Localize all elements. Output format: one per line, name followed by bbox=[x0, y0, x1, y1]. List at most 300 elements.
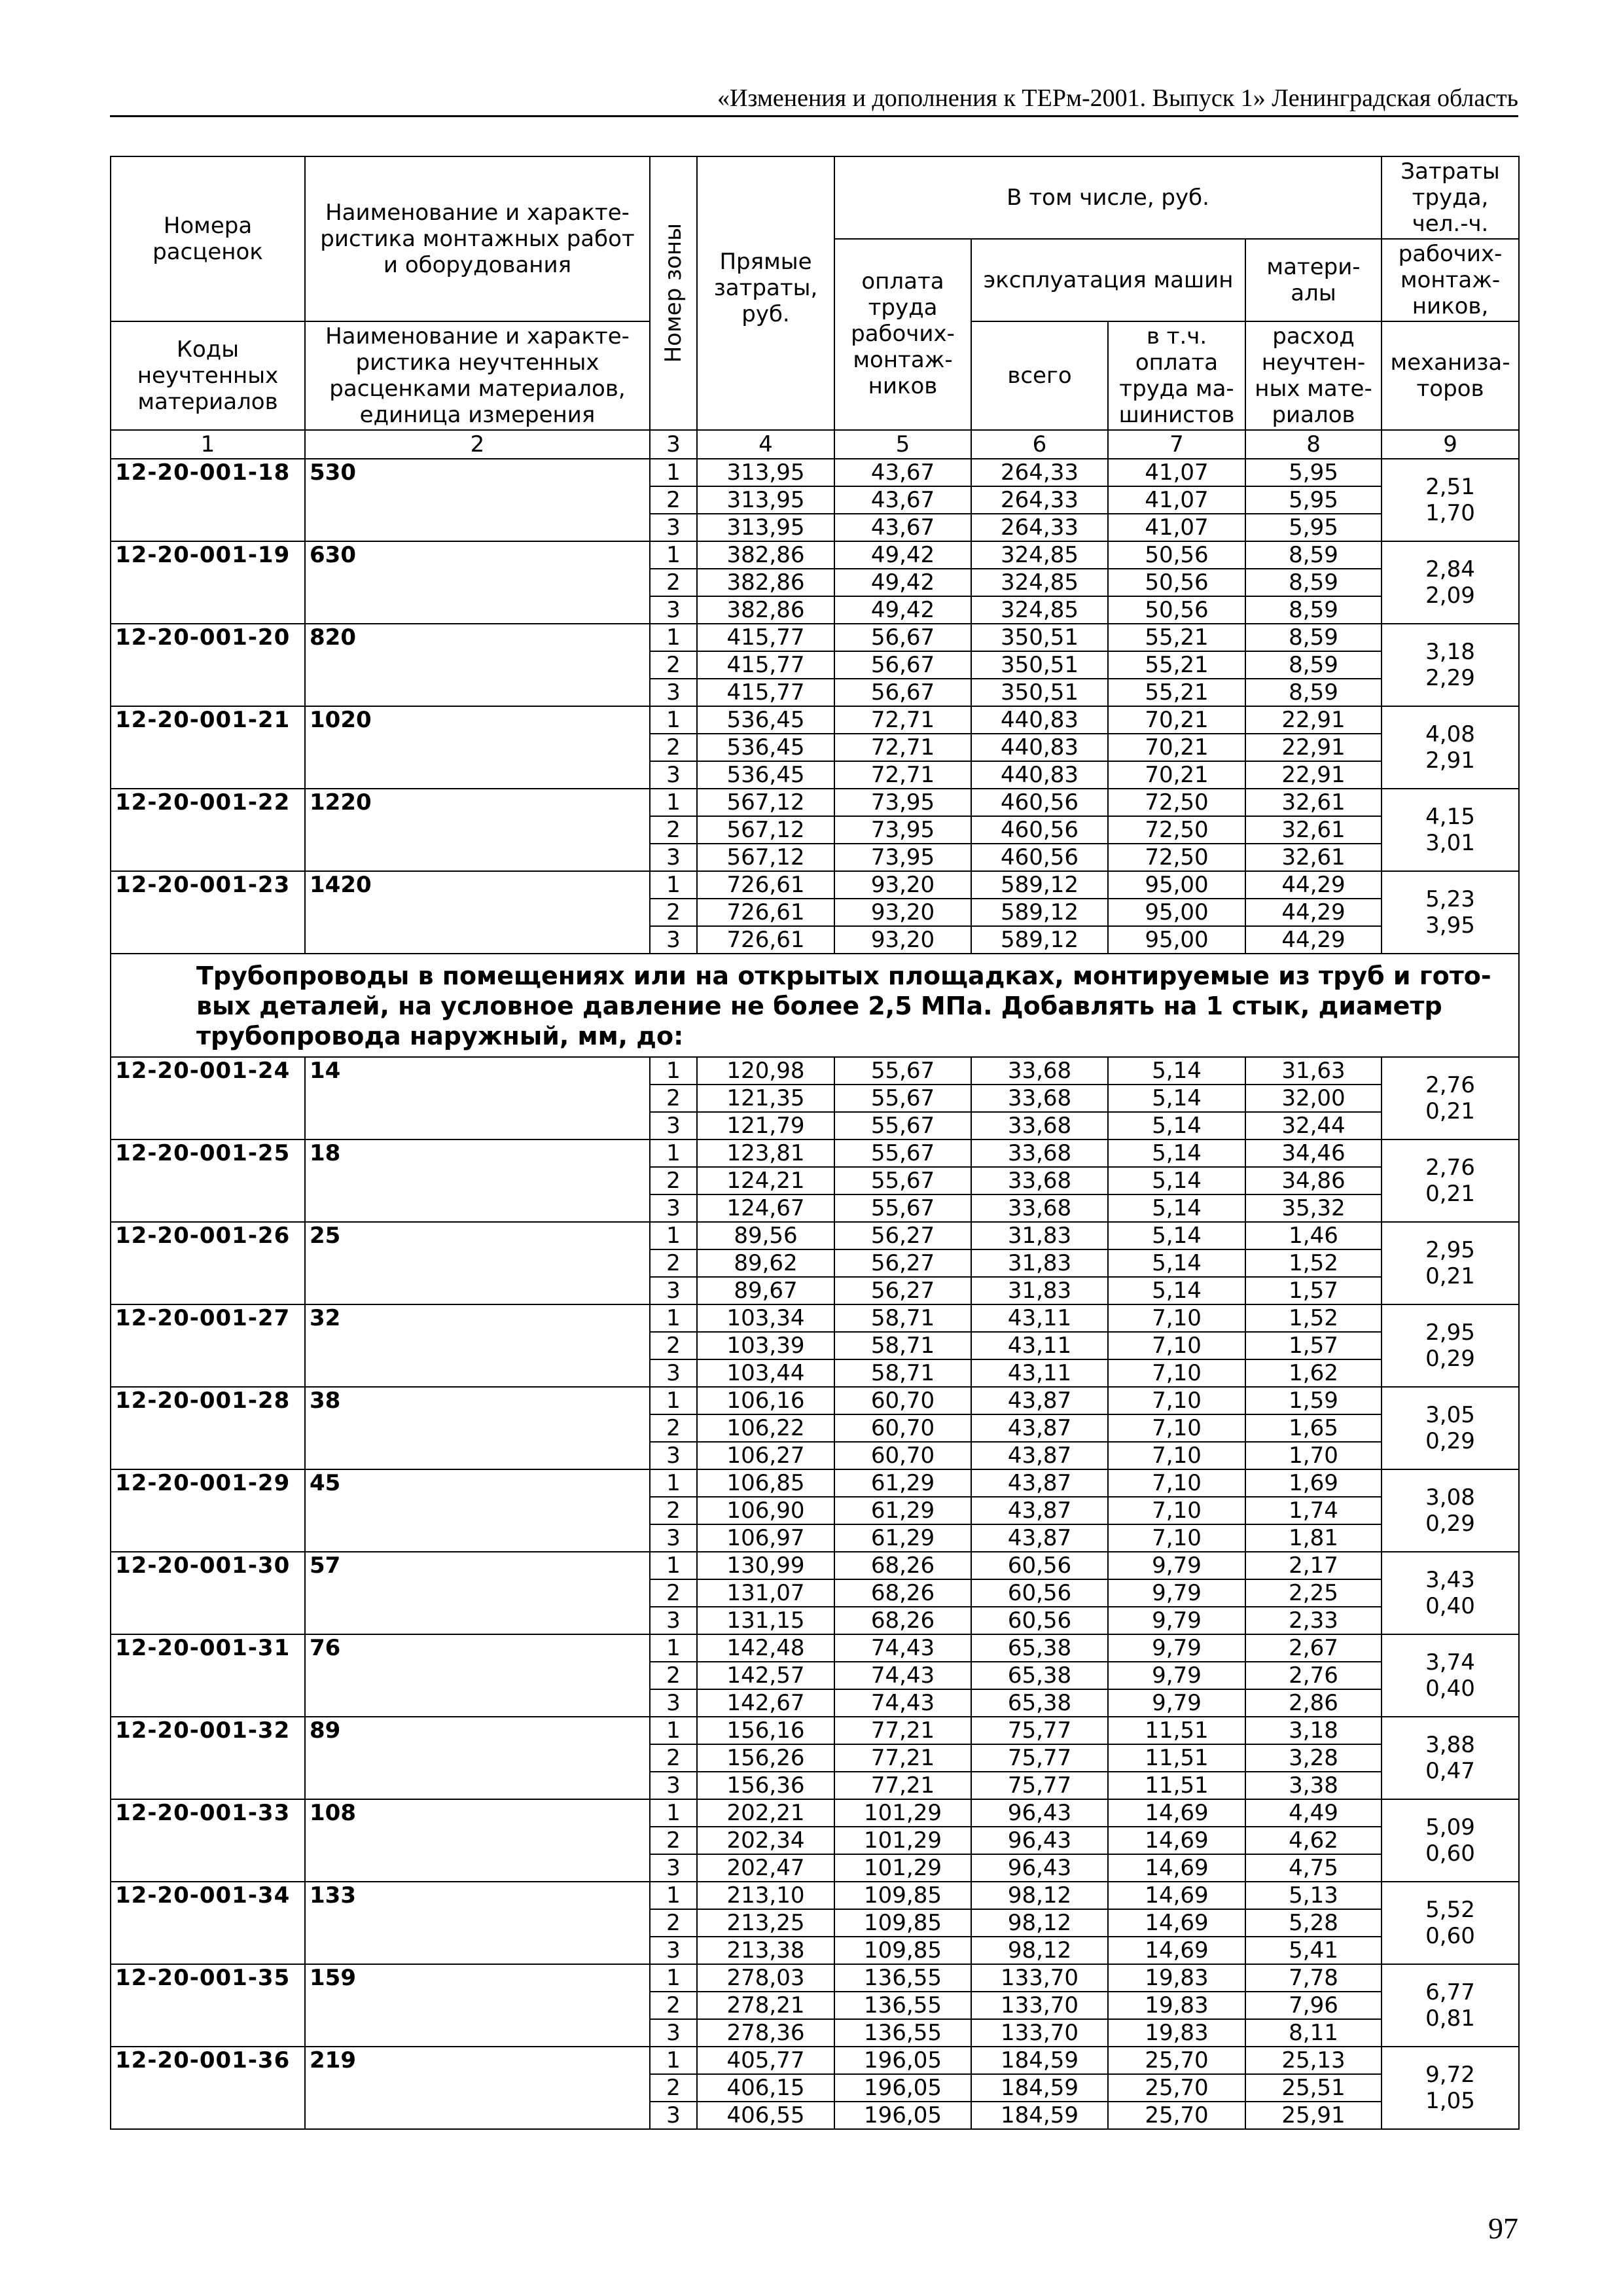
zone-cell: 1 bbox=[650, 706, 697, 734]
labor-cost-cell bbox=[1382, 706, 1519, 789]
table-row bbox=[111, 1717, 1519, 1744]
column-number: 3 bbox=[650, 430, 697, 459]
direct-cost-cell: 213,25 bbox=[697, 1909, 834, 1937]
worker-pay-cell: 68,26 bbox=[834, 1579, 971, 1607]
machinist-pay-cell: 5,14 bbox=[1108, 1085, 1245, 1112]
zone-cell: 3 bbox=[650, 1194, 697, 1222]
machinist-pay-cell: 5,14 bbox=[1108, 1277, 1245, 1304]
labor-installers-value: 3,43 bbox=[1425, 1567, 1475, 1593]
machinist-pay-cell: 11,51 bbox=[1108, 1744, 1245, 1772]
machine-total-cell: 264,33 bbox=[971, 486, 1108, 514]
machinist-pay-cell: 11,51 bbox=[1108, 1772, 1245, 1799]
direct-cost-cell: 278,21 bbox=[697, 1992, 834, 2019]
zone-cell: 3 bbox=[650, 596, 697, 624]
direct-cost-cell: 124,67 bbox=[697, 1194, 834, 1222]
header-worker-pay: оплата труда рабочих-монтаж-ников bbox=[834, 239, 971, 430]
machinist-pay-cell: 50,56 bbox=[1108, 569, 1245, 596]
direct-cost-cell: 123,81 bbox=[697, 1139, 834, 1167]
machine-total-cell: 184,59 bbox=[971, 2074, 1108, 2102]
zone-cell: 2 bbox=[650, 1827, 697, 1854]
zone-cell: 2 bbox=[650, 899, 697, 926]
direct-cost-cell: 567,12 bbox=[697, 816, 834, 844]
table-row bbox=[111, 624, 1519, 651]
zone-cell: 1 bbox=[650, 1964, 697, 1992]
zone-cell: 1 bbox=[650, 1304, 697, 1332]
machine-total-cell: 33,68 bbox=[971, 1057, 1108, 1085]
materials-cell: 1,57 bbox=[1245, 1332, 1382, 1359]
worker-pay-cell: 74,43 bbox=[834, 1689, 971, 1717]
labor-cost-cell bbox=[1382, 1799, 1519, 1882]
materials-cell: 3,28 bbox=[1245, 1744, 1382, 1772]
materials-cell: 2,33 bbox=[1245, 1607, 1382, 1634]
labor-cost-cell bbox=[1382, 1139, 1519, 1222]
machine-total-cell: 96,43 bbox=[971, 1799, 1108, 1827]
labor-installers-value: 3,88 bbox=[1425, 1732, 1475, 1758]
labor-installers-value: 2,95 bbox=[1425, 1237, 1475, 1263]
machinist-pay-cell: 72,50 bbox=[1108, 844, 1245, 871]
machinist-pay-cell: 14,69 bbox=[1108, 1909, 1245, 1937]
worker-pay-cell: 109,85 bbox=[834, 1882, 971, 1909]
machinist-pay-cell: 5,14 bbox=[1108, 1167, 1245, 1194]
materials-cell: 31,63 bbox=[1245, 1057, 1382, 1085]
worker-pay-cell: 93,20 bbox=[834, 926, 971, 954]
worker-pay-cell: 58,71 bbox=[834, 1359, 971, 1387]
machine-total-cell: 350,51 bbox=[971, 624, 1108, 651]
worker-pay-cell: 136,55 bbox=[834, 2019, 971, 2047]
worker-pay-cell: 77,21 bbox=[834, 1772, 971, 1799]
labor-machinists-value: 0,40 bbox=[1425, 1676, 1475, 1702]
machinist-pay-cell: 5,14 bbox=[1108, 1249, 1245, 1277]
materials-cell: 22,91 bbox=[1245, 734, 1382, 761]
header-incl-machinist-pay: в т.ч. оплата труда ма-шинистов bbox=[1108, 321, 1245, 430]
materials-cell: 4,62 bbox=[1245, 1827, 1382, 1854]
page-number: 97 bbox=[1488, 2212, 1518, 2245]
machinist-pay-cell: 7,10 bbox=[1108, 1387, 1245, 1414]
labor-installers-value: 5,23 bbox=[1425, 886, 1475, 912]
materials-cell: 8,11 bbox=[1245, 2019, 1382, 2047]
worker-pay-cell: 55,67 bbox=[834, 1112, 971, 1139]
materials-cell: 8,59 bbox=[1245, 679, 1382, 706]
header-rate-numbers: Номера расценок bbox=[111, 156, 305, 321]
worker-pay-cell: 101,29 bbox=[834, 1799, 971, 1827]
machine-total-cell: 65,38 bbox=[971, 1689, 1108, 1717]
worker-pay-cell: 72,71 bbox=[834, 734, 971, 761]
machine-total-cell: 460,56 bbox=[971, 789, 1108, 816]
machinist-pay-cell: 50,56 bbox=[1108, 541, 1245, 569]
machine-total-cell: 184,59 bbox=[971, 2047, 1108, 2074]
zone-cell: 2 bbox=[650, 651, 697, 679]
worker-pay-cell: 101,29 bbox=[834, 1827, 971, 1854]
machine-total-cell: 43,87 bbox=[971, 1414, 1108, 1442]
table-row bbox=[111, 459, 1519, 486]
worker-pay-cell: 49,42 bbox=[834, 596, 971, 624]
rate-name: 159 bbox=[305, 1964, 650, 2047]
header-including: В том числе, руб. bbox=[834, 156, 1382, 239]
machinist-pay-cell: 95,00 bbox=[1108, 926, 1245, 954]
machinist-pay-cell: 9,79 bbox=[1108, 1662, 1245, 1689]
direct-cost-cell: 106,85 bbox=[697, 1469, 834, 1497]
labor-cost-cell bbox=[1382, 1387, 1519, 1469]
zone-cell: 2 bbox=[650, 2074, 697, 2102]
rate-code: 12-20-001-30 bbox=[111, 1552, 305, 1634]
direct-cost-cell: 536,45 bbox=[697, 706, 834, 734]
direct-cost-cell: 313,95 bbox=[697, 459, 834, 486]
zone-cell: 2 bbox=[650, 1332, 697, 1359]
worker-pay-cell: 101,29 bbox=[834, 1854, 971, 1882]
machine-total-cell: 33,68 bbox=[971, 1139, 1108, 1167]
worker-pay-cell: 56,27 bbox=[834, 1249, 971, 1277]
rate-code: 12-20-001-18 bbox=[111, 459, 305, 541]
worker-pay-cell: 56,67 bbox=[834, 624, 971, 651]
machinist-pay-cell: 25,70 bbox=[1108, 2102, 1245, 2129]
machinist-pay-cell: 55,21 bbox=[1108, 651, 1245, 679]
zone-cell: 3 bbox=[650, 2019, 697, 2047]
labor-cost-cell bbox=[1382, 1717, 1519, 1799]
worker-pay-cell: 77,21 bbox=[834, 1717, 971, 1744]
materials-cell: 2,76 bbox=[1245, 1662, 1382, 1689]
labor-cost-cell bbox=[1382, 459, 1519, 541]
labor-cost-cell bbox=[1382, 1304, 1519, 1387]
direct-cost-cell: 89,56 bbox=[697, 1222, 834, 1249]
machinist-pay-cell: 70,21 bbox=[1108, 734, 1245, 761]
machine-total-cell: 460,56 bbox=[971, 816, 1108, 844]
machine-total-cell: 460,56 bbox=[971, 844, 1108, 871]
machinist-pay-cell: 19,83 bbox=[1108, 1964, 1245, 1992]
header-unaccounted-consumption: расход неучтен-ных мате-риалов bbox=[1245, 321, 1382, 430]
machinist-pay-cell: 5,14 bbox=[1108, 1112, 1245, 1139]
direct-cost-cell: 313,95 bbox=[697, 514, 834, 541]
labor-installers-value: 3,05 bbox=[1425, 1402, 1475, 1428]
zone-cell: 1 bbox=[650, 1799, 697, 1827]
machine-total-cell: 31,83 bbox=[971, 1277, 1108, 1304]
zone-cell: 3 bbox=[650, 1607, 697, 1634]
materials-cell: 8,59 bbox=[1245, 624, 1382, 651]
rate-name: 1220 bbox=[305, 789, 650, 871]
machinist-pay-cell: 72,50 bbox=[1108, 816, 1245, 844]
machinist-pay-cell: 50,56 bbox=[1108, 596, 1245, 624]
zone-cell: 2 bbox=[650, 1744, 697, 1772]
materials-cell: 44,29 bbox=[1245, 871, 1382, 899]
materials-cell: 34,86 bbox=[1245, 1167, 1382, 1194]
rate-name: 14 bbox=[305, 1057, 650, 1139]
table-row bbox=[111, 1882, 1519, 1909]
materials-cell: 22,91 bbox=[1245, 761, 1382, 789]
rate-code: 12-20-001-33 bbox=[111, 1799, 305, 1882]
direct-cost-cell: 89,62 bbox=[697, 1249, 834, 1277]
machine-total-cell: 75,77 bbox=[971, 1744, 1108, 1772]
worker-pay-cell: 55,67 bbox=[834, 1167, 971, 1194]
machinist-pay-cell: 14,69 bbox=[1108, 1799, 1245, 1827]
materials-cell: 5,28 bbox=[1245, 1909, 1382, 1937]
machinist-pay-cell: 14,69 bbox=[1108, 1882, 1245, 1909]
header-unaccounted-name: Наименование и характе-ристика неучтенных расценками материалов, единица измерения bbox=[305, 321, 650, 430]
machine-total-cell: 133,70 bbox=[971, 2019, 1108, 2047]
machine-total-cell: 589,12 bbox=[971, 871, 1108, 899]
materials-cell: 32,44 bbox=[1245, 1112, 1382, 1139]
machinist-pay-cell: 7,10 bbox=[1108, 1414, 1245, 1442]
labor-machinists-value: 0,29 bbox=[1425, 1511, 1475, 1537]
zone-cell: 1 bbox=[650, 871, 697, 899]
machine-total-cell: 98,12 bbox=[971, 1882, 1108, 1909]
direct-cost-cell: 142,57 bbox=[697, 1662, 834, 1689]
rate-name: 133 bbox=[305, 1882, 650, 1964]
zone-cell: 3 bbox=[650, 1854, 697, 1882]
machinist-pay-cell: 14,69 bbox=[1108, 1854, 1245, 1882]
header-labor-costs: Затраты труда, чел.-ч. bbox=[1382, 156, 1519, 239]
direct-cost-cell: 726,61 bbox=[697, 871, 834, 899]
rate-name: 25 bbox=[305, 1222, 650, 1304]
worker-pay-cell: 93,20 bbox=[834, 899, 971, 926]
rate-code: 12-20-001-19 bbox=[111, 541, 305, 624]
machine-total-cell: 43,87 bbox=[971, 1497, 1108, 1524]
machinist-pay-cell: 14,69 bbox=[1108, 1827, 1245, 1854]
worker-pay-cell: 109,85 bbox=[834, 1909, 971, 1937]
direct-cost-cell: 406,15 bbox=[697, 2074, 834, 2102]
direct-cost-cell: 121,35 bbox=[697, 1085, 834, 1112]
machinist-pay-cell: 9,79 bbox=[1108, 1607, 1245, 1634]
direct-cost-cell: 726,61 bbox=[697, 899, 834, 926]
column-number: 6 bbox=[971, 430, 1108, 459]
header-total: всего bbox=[971, 321, 1108, 430]
worker-pay-cell: 196,05 bbox=[834, 2074, 971, 2102]
machinist-pay-cell: 7,10 bbox=[1108, 1469, 1245, 1497]
materials-cell: 7,96 bbox=[1245, 1992, 1382, 2019]
zone-cell: 1 bbox=[650, 1552, 697, 1579]
labor-cost-cell bbox=[1382, 541, 1519, 624]
machinist-pay-cell: 7,10 bbox=[1108, 1304, 1245, 1332]
materials-cell: 1,74 bbox=[1245, 1497, 1382, 1524]
worker-pay-cell: 60,70 bbox=[834, 1442, 971, 1469]
zone-cell: 1 bbox=[650, 1057, 697, 1085]
direct-cost-cell: 202,47 bbox=[697, 1854, 834, 1882]
rate-name: 76 bbox=[305, 1634, 650, 1717]
worker-pay-cell: 49,42 bbox=[834, 569, 971, 596]
section-title: Трубопроводы в помещениях или на открытых площадках, монтируемые из труб и гото-вых деталей, на условное давление не более 2,5 МПа. Добавлять на 1 стык, диаметр трубопровода наружный, мм, до: bbox=[111, 954, 1519, 1057]
labor-installers-value: 2,84 bbox=[1425, 556, 1475, 583]
machinist-pay-cell: 7,10 bbox=[1108, 1442, 1245, 1469]
machinist-pay-cell: 72,50 bbox=[1108, 789, 1245, 816]
worker-pay-cell: 74,43 bbox=[834, 1634, 971, 1662]
worker-pay-cell: 55,67 bbox=[834, 1194, 971, 1222]
direct-cost-cell: 106,97 bbox=[697, 1524, 834, 1552]
direct-cost-cell: 142,48 bbox=[697, 1634, 834, 1662]
rate-name: 1020 bbox=[305, 706, 650, 789]
materials-cell: 1,59 bbox=[1245, 1387, 1382, 1414]
worker-pay-cell: 72,71 bbox=[834, 706, 971, 734]
rate-code: 12-20-001-28 bbox=[111, 1387, 305, 1469]
machinist-pay-cell: 55,21 bbox=[1108, 624, 1245, 651]
machinist-pay-cell: 7,10 bbox=[1108, 1497, 1245, 1524]
machinist-pay-cell: 11,51 bbox=[1108, 1717, 1245, 1744]
materials-cell: 8,59 bbox=[1245, 651, 1382, 679]
column-number: 4 bbox=[697, 430, 834, 459]
rate-name: 1420 bbox=[305, 871, 650, 954]
machine-total-cell: 184,59 bbox=[971, 2102, 1108, 2129]
direct-cost-cell: 202,34 bbox=[697, 1827, 834, 1854]
rate-code: 12-20-001-20 bbox=[111, 624, 305, 706]
labor-cost-cell bbox=[1382, 1964, 1519, 2047]
table-row bbox=[111, 1057, 1519, 1085]
machinist-pay-cell: 9,79 bbox=[1108, 1634, 1245, 1662]
machinist-pay-cell: 9,79 bbox=[1108, 1552, 1245, 1579]
machine-total-cell: 33,68 bbox=[971, 1167, 1108, 1194]
machinist-pay-cell: 70,21 bbox=[1108, 761, 1245, 789]
machine-total-cell: 96,43 bbox=[971, 1854, 1108, 1882]
worker-pay-cell: 68,26 bbox=[834, 1552, 971, 1579]
machine-total-cell: 65,38 bbox=[971, 1662, 1108, 1689]
rate-code: 12-20-001-31 bbox=[111, 1634, 305, 1717]
worker-pay-cell: 136,55 bbox=[834, 1992, 971, 2019]
labor-machinists-value: 0,60 bbox=[1425, 1840, 1475, 1867]
materials-cell: 2,17 bbox=[1245, 1552, 1382, 1579]
rate-code: 12-20-001-36 bbox=[111, 2047, 305, 2129]
rate-name: 89 bbox=[305, 1717, 650, 1799]
zone-cell: 1 bbox=[650, 459, 697, 486]
header-installers: рабочих-монтаж-ников, bbox=[1382, 239, 1519, 321]
rate-code: 12-20-001-26 bbox=[111, 1222, 305, 1304]
rate-code: 12-20-001-29 bbox=[111, 1469, 305, 1552]
zone-cell: 2 bbox=[650, 1497, 697, 1524]
table-row bbox=[111, 1304, 1519, 1332]
machinist-pay-cell: 9,79 bbox=[1108, 1689, 1245, 1717]
rate-name: 219 bbox=[305, 2047, 650, 2129]
rate-name: 32 bbox=[305, 1304, 650, 1387]
machine-total-cell: 350,51 bbox=[971, 679, 1108, 706]
machinist-pay-cell: 5,14 bbox=[1108, 1057, 1245, 1085]
worker-pay-cell: 43,67 bbox=[834, 514, 971, 541]
zone-cell: 1 bbox=[650, 1387, 697, 1414]
machine-total-cell: 98,12 bbox=[971, 1937, 1108, 1964]
worker-pay-cell: 74,43 bbox=[834, 1662, 971, 1689]
zone-cell: 3 bbox=[650, 844, 697, 871]
worker-pay-cell: 196,05 bbox=[834, 2047, 971, 2074]
machine-total-cell: 33,68 bbox=[971, 1194, 1108, 1222]
column-number: 1 bbox=[111, 430, 305, 459]
machine-total-cell: 98,12 bbox=[971, 1909, 1108, 1937]
machinist-pay-cell: 25,70 bbox=[1108, 2074, 1245, 2102]
rate-code: 12-20-001-25 bbox=[111, 1139, 305, 1222]
materials-cell: 35,32 bbox=[1245, 1194, 1382, 1222]
materials-cell: 8,59 bbox=[1245, 569, 1382, 596]
labor-cost-cell bbox=[1382, 624, 1519, 706]
machinist-pay-cell: 14,69 bbox=[1108, 1937, 1245, 1964]
zone-cell: 1 bbox=[650, 624, 697, 651]
machine-total-cell: 60,56 bbox=[971, 1607, 1108, 1634]
machine-total-cell: 133,70 bbox=[971, 1964, 1108, 1992]
column-number: 9 bbox=[1382, 430, 1519, 459]
worker-pay-cell: 58,71 bbox=[834, 1304, 971, 1332]
materials-cell: 5,95 bbox=[1245, 514, 1382, 541]
direct-cost-cell: 156,36 bbox=[697, 1772, 834, 1799]
table-row bbox=[111, 1634, 1519, 1662]
materials-cell: 25,91 bbox=[1245, 2102, 1382, 2129]
direct-cost-cell: 106,16 bbox=[697, 1387, 834, 1414]
zone-cell: 2 bbox=[650, 734, 697, 761]
materials-cell: 7,78 bbox=[1245, 1964, 1382, 1992]
materials-cell: 4,49 bbox=[1245, 1799, 1382, 1827]
zone-cell: 3 bbox=[650, 1442, 697, 1469]
rate-code: 12-20-001-35 bbox=[111, 1964, 305, 2047]
table-row bbox=[111, 541, 1519, 569]
machinist-pay-cell: 9,79 bbox=[1108, 1579, 1245, 1607]
worker-pay-cell: 55,67 bbox=[834, 1057, 971, 1085]
direct-cost-cell: 536,45 bbox=[697, 761, 834, 789]
materials-cell: 1,46 bbox=[1245, 1222, 1382, 1249]
machinist-pay-cell: 41,07 bbox=[1108, 514, 1245, 541]
machine-total-cell: 264,33 bbox=[971, 459, 1108, 486]
rate-name: 57 bbox=[305, 1552, 650, 1634]
worker-pay-cell: 56,27 bbox=[834, 1222, 971, 1249]
machine-total-cell: 43,87 bbox=[971, 1387, 1108, 1414]
machinist-pay-cell: 95,00 bbox=[1108, 899, 1245, 926]
labor-cost-cell bbox=[1382, 789, 1519, 871]
worker-pay-cell: 73,95 bbox=[834, 789, 971, 816]
materials-cell: 5,13 bbox=[1245, 1882, 1382, 1909]
labor-machinists-value: 3,01 bbox=[1425, 830, 1475, 856]
direct-cost-cell: 415,77 bbox=[697, 651, 834, 679]
machine-total-cell: 589,12 bbox=[971, 899, 1108, 926]
zone-cell: 1 bbox=[650, 1469, 697, 1497]
section-row bbox=[111, 954, 1519, 1057]
labor-installers-value: 3,08 bbox=[1425, 1484, 1475, 1511]
table-row bbox=[111, 1222, 1519, 1249]
table-row bbox=[111, 789, 1519, 816]
machinist-pay-cell: 41,07 bbox=[1108, 486, 1245, 514]
materials-cell: 2,25 bbox=[1245, 1579, 1382, 1607]
labor-machinists-value: 0,29 bbox=[1425, 1428, 1475, 1454]
header-unaccounted-codes: Коды неучтенных материалов bbox=[111, 321, 305, 430]
machine-total-cell: 60,56 bbox=[971, 1552, 1108, 1579]
direct-cost-cell: 89,67 bbox=[697, 1277, 834, 1304]
header-materials: матери-алы bbox=[1245, 239, 1382, 321]
worker-pay-cell: 60,70 bbox=[834, 1387, 971, 1414]
labor-machinists-value: 0,81 bbox=[1425, 2005, 1475, 2032]
rate-code: 12-20-001-32 bbox=[111, 1717, 305, 1799]
header-machinists: механиза-торов bbox=[1382, 321, 1519, 430]
table-row bbox=[111, 871, 1519, 899]
materials-cell: 5,41 bbox=[1245, 1937, 1382, 1964]
zone-cell: 1 bbox=[650, 541, 697, 569]
labor-installers-value: 4,08 bbox=[1425, 721, 1475, 747]
direct-cost-cell: 121,79 bbox=[697, 1112, 834, 1139]
zone-cell: 3 bbox=[650, 1937, 697, 1964]
materials-cell: 8,59 bbox=[1245, 541, 1382, 569]
labor-installers-value: 6,77 bbox=[1425, 1979, 1475, 2005]
machine-total-cell: 324,85 bbox=[971, 596, 1108, 624]
labor-installers-value: 2,76 bbox=[1425, 1155, 1475, 1181]
worker-pay-cell: 68,26 bbox=[834, 1607, 971, 1634]
zone-cell: 1 bbox=[650, 789, 697, 816]
direct-cost-cell: 382,86 bbox=[697, 596, 834, 624]
labor-machinists-value: 2,09 bbox=[1425, 583, 1475, 609]
machine-total-cell: 31,83 bbox=[971, 1222, 1108, 1249]
zone-cell: 3 bbox=[650, 1689, 697, 1717]
table-row bbox=[111, 1469, 1519, 1497]
direct-cost-cell: 124,21 bbox=[697, 1167, 834, 1194]
direct-cost-cell: 567,12 bbox=[697, 844, 834, 871]
materials-cell: 1,52 bbox=[1245, 1249, 1382, 1277]
worker-pay-cell: 61,29 bbox=[834, 1469, 971, 1497]
materials-cell: 25,13 bbox=[1245, 2047, 1382, 2074]
worker-pay-cell: 109,85 bbox=[834, 1937, 971, 1964]
column-number: 8 bbox=[1245, 430, 1382, 459]
machine-total-cell: 33,68 bbox=[971, 1085, 1108, 1112]
machine-total-cell: 133,70 bbox=[971, 1992, 1108, 2019]
zone-cell: 2 bbox=[650, 816, 697, 844]
labor-cost-cell bbox=[1382, 1552, 1519, 1634]
worker-pay-cell: 60,70 bbox=[834, 1414, 971, 1442]
zone-cell: 2 bbox=[650, 1414, 697, 1442]
